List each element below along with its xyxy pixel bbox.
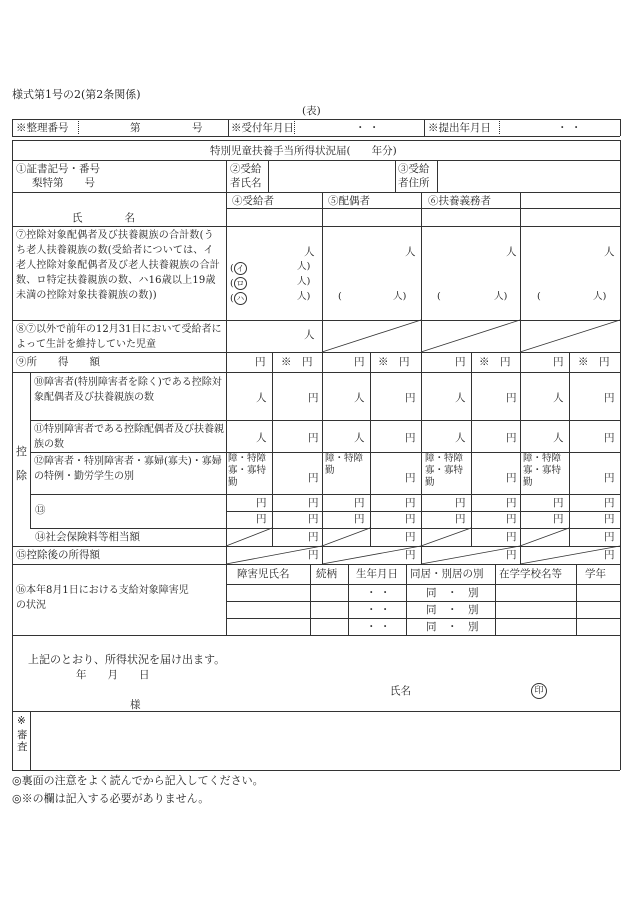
row14-supporter1-en: 円 xyxy=(506,531,517,543)
row9-supporter1-kome: ※ 円 xyxy=(479,356,511,368)
row13-supporter2-en-2: 円 xyxy=(553,513,564,525)
recipient-name-label-2: 者氏名 xyxy=(230,177,262,189)
row10-supporter1-nin: 人 xyxy=(455,392,466,404)
row12-supporter1-opts: 障・特障寡・寡特勤 xyxy=(425,453,464,488)
col-recipient: ④受給者 xyxy=(232,195,274,207)
recipient-name-label: ②受給 xyxy=(230,163,262,175)
row12-supporter2-opts: 障・特障寡・寡特勤 xyxy=(523,453,562,488)
declaration-date: 年 月 日 xyxy=(76,669,150,681)
row10-supporter2-nin: 人 xyxy=(553,392,564,404)
row15-supporter2-en: 円 xyxy=(604,549,615,561)
row16-dob-2: ・ ・ xyxy=(366,604,391,616)
row14-spouse-en: 円 xyxy=(405,531,416,543)
row11-recipient-nin: 人 xyxy=(256,432,267,444)
row7-supporter2-open: ( xyxy=(537,291,541,302)
row16-header-name: 障害児氏名 xyxy=(237,568,290,580)
row9-spouse-en: 円 xyxy=(354,356,365,368)
row11-spouse-en: 円 xyxy=(405,432,416,444)
col-spouse: ⑤配偶者 xyxy=(328,195,370,207)
row8-recipient-nin: 人 xyxy=(304,329,315,341)
row9-supporter2-kome: ※ 円 xyxy=(578,356,610,368)
row10-spouse-nin: 人 xyxy=(354,392,365,404)
row16-header-grade: 学年 xyxy=(585,568,606,580)
teishutsu-label: ※提出年月日 xyxy=(428,122,491,134)
row13-supporter1-en-1: 円 xyxy=(455,497,466,509)
row12-supporter1-en: 円 xyxy=(506,472,517,484)
row13-spouse-en-2: 円 xyxy=(354,513,365,525)
row9-supporter1-en: 円 xyxy=(455,356,466,368)
row15-recipient-diag xyxy=(226,546,322,564)
row14-supporter2-diag xyxy=(520,528,569,546)
row16-cohab-1: 同 ・ 別 xyxy=(426,587,479,599)
recipient-address-label-2: 者住所 xyxy=(398,177,430,189)
row7-supporter1-nin: 人 xyxy=(506,246,517,258)
row16-cohab-2: 同 ・ 別 xyxy=(426,604,479,616)
row14-label: ⑭社会保険料等相当額 xyxy=(35,531,140,543)
cert-label: ①証書記号・番号 xyxy=(16,163,100,175)
row11-supporter1-en: 円 xyxy=(506,432,517,444)
row11-spouse-nin: 人 xyxy=(354,432,365,444)
row16-cohab-3: 同 ・ 別 xyxy=(426,621,479,633)
row13-spouse-en-3: 円 xyxy=(405,497,416,509)
seiri-label: ※整理番号 xyxy=(16,122,69,134)
row13-supporter2-en-1: 円 xyxy=(553,497,564,509)
row16-header-dob: 生年月日 xyxy=(356,568,398,580)
name-row-label: 氏 名 xyxy=(72,212,135,224)
row13-supporter1-en-3: 円 xyxy=(506,497,517,509)
shinsa-label-1: 審 xyxy=(17,729,28,741)
row13-recipient-en-4: 円 xyxy=(308,513,319,525)
row12-recipient-en: 円 xyxy=(308,472,319,484)
row11-label: ⑪特別障害者である控除配偶者及び扶養親族の数 xyxy=(34,424,224,450)
row11-recipient-en: 円 xyxy=(308,432,319,444)
row15-supporter2-diag xyxy=(520,546,620,564)
row13-spouse-en-4: 円 xyxy=(405,513,416,525)
row10-supporter1-en: 円 xyxy=(506,392,517,404)
row16-header-school: 在学学校名等 xyxy=(499,568,562,580)
row15-supporter1-diag xyxy=(421,546,520,564)
row15-label: ⑮控除後の所得額 xyxy=(16,549,100,561)
row12-spouse-en: 円 xyxy=(405,472,416,484)
seal-char: 印 xyxy=(534,686,544,696)
row14-supporter2-en: 円 xyxy=(604,531,615,543)
row12-spouse-opts: 障・特障勤 xyxy=(325,453,364,476)
row15-spouse-diag xyxy=(322,546,421,564)
row10-label: ⑩障害者(特別障害者を除く)である控除対象配偶者及び扶養親族の数 xyxy=(34,377,222,403)
row16-dob-3: ・ ・ xyxy=(366,621,391,633)
row16-dob-1: ・ ・ xyxy=(366,587,391,599)
row13-label: ⑬ xyxy=(35,504,46,516)
shinsa-kome: ※ xyxy=(17,715,26,727)
row15-spouse-en: 円 xyxy=(405,549,416,561)
row7-supporter1-open: ( xyxy=(437,291,441,302)
row7-spouse-nin: 人 xyxy=(405,246,416,258)
col-supporter: ⑥扶養義務者 xyxy=(428,195,491,207)
row14-supporter1-diag xyxy=(421,528,471,546)
row7-recipient-nin: 人 xyxy=(304,246,315,258)
row7-supporter2-nin: 人 xyxy=(604,246,615,258)
row14-recipient-diag xyxy=(226,528,272,546)
row7-i-close: 人) xyxy=(297,261,311,272)
row7-ha-close: 人) xyxy=(297,291,311,302)
row12-supporter2-en: 円 xyxy=(604,472,615,484)
row10-recipient-en: 円 xyxy=(308,392,319,404)
declaration-name-label: 氏名 xyxy=(390,685,411,697)
row15-supporter1-en: 円 xyxy=(506,549,517,561)
row8-label: ⑧⑦以外で前年の12月31日において受給者によって生計を維持していた児童 xyxy=(16,324,222,350)
row9-recipient-kome: ※ 円 xyxy=(281,356,313,368)
note-2: ◎※の欄は記入する必要がありません。 xyxy=(12,792,210,805)
row9-spouse-kome: ※ 円 xyxy=(378,356,410,368)
row13-recipient-en-1: 円 xyxy=(256,497,267,509)
cert-sub: 梨特第 号 xyxy=(32,177,95,189)
row10-spouse-en: 円 xyxy=(405,392,416,404)
row7-i-open: ( イ xyxy=(230,262,247,275)
row12-label: ⑫障害者・特別障害者・寡婦(寡夫)・寡婦の特例・勤労学生の別 xyxy=(34,456,222,482)
row11-supporter1-nin: 人 xyxy=(455,432,466,444)
uketsuke-date: ・ ・ xyxy=(355,122,380,134)
form-number: 様式第1号の2(第2条関係) xyxy=(12,88,141,101)
row7-ha-open: ( ハ xyxy=(230,292,247,305)
front-side-label: (表) xyxy=(302,105,321,117)
row9-supporter2-en: 円 xyxy=(553,356,564,368)
seiri-dai: 第 xyxy=(130,122,141,134)
row8-spouse-diag xyxy=(322,320,421,352)
row13-supporter1-en-2: 円 xyxy=(455,513,466,525)
row14-spouse-diag xyxy=(322,528,370,546)
row13-recipient-en-3: 円 xyxy=(308,497,319,509)
uketsuke-label: ※受付年月日 xyxy=(231,122,294,134)
row7-spouse-close: 人) xyxy=(393,291,407,302)
shinsa-label-2: 査 xyxy=(17,741,28,753)
form-title: 特別児童扶養手当所得状況届( 年分) xyxy=(210,145,397,157)
row7-ro-open: ( ロ xyxy=(230,277,247,290)
row11-supporter2-nin: 人 xyxy=(553,432,564,444)
row13-recipient-en-2: 円 xyxy=(256,513,267,525)
row8-supporter2-diag xyxy=(520,320,620,352)
row13-supporter2-en-4: 円 xyxy=(604,513,615,525)
koujo-label: 控除 xyxy=(16,445,27,482)
row13-spouse-en-1: 円 xyxy=(354,497,365,509)
row10-recipient-nin: 人 xyxy=(256,392,267,404)
row8-supporter1-diag xyxy=(421,320,520,352)
row16-label: ⑯本年8月1日における支給対象障害児の状況 xyxy=(16,585,189,611)
row7-spouse-open: ( xyxy=(338,291,342,302)
note-1: ◎裏面の注意をよく読んでから記入してください。 xyxy=(12,774,264,787)
row11-supporter2-en: 円 xyxy=(604,432,615,444)
row7-supporter2-close: 人) xyxy=(593,291,607,302)
row16-header-relation: 続柄 xyxy=(316,568,337,580)
row9-recipient-en: 円 xyxy=(255,356,266,368)
declaration-sama: 様 xyxy=(130,699,141,711)
row13-supporter1-en-4: 円 xyxy=(506,513,517,525)
row12-recipient-opts: 障・特障寡・寡特勤 xyxy=(228,453,267,488)
row13-supporter2-en-3: 円 xyxy=(604,497,615,509)
row14-recipient-en: 円 xyxy=(308,531,319,543)
row16-header-cohab: 同居・別居の別 xyxy=(410,568,484,580)
row9-label: ⑨所 得 額 xyxy=(16,356,100,368)
recipient-address-label: ③受給 xyxy=(398,163,430,175)
row10-supporter2-en: 円 xyxy=(604,392,615,404)
row15-recipient-en: 円 xyxy=(308,549,319,561)
teishutsu-date: ・ ・ xyxy=(557,122,582,134)
seiri-go: 号 xyxy=(192,122,203,134)
row7-label: ⑦控除対象配偶者及び扶養親族の合計数(うち老人扶養親族の数(受給者については、イ老人控除対象配偶者及び老人扶養親族の合計数、ロ特定扶養親族の数、ハ16歳以上19歳未満の控除対象扶養親族の数)) xyxy=(16,230,220,301)
declaration-text: 上記のとおり、所得状況を届け出ます。 xyxy=(28,653,226,666)
row7-ro-close: 人) xyxy=(297,276,311,287)
row7-supporter1-close: 人) xyxy=(494,291,508,302)
